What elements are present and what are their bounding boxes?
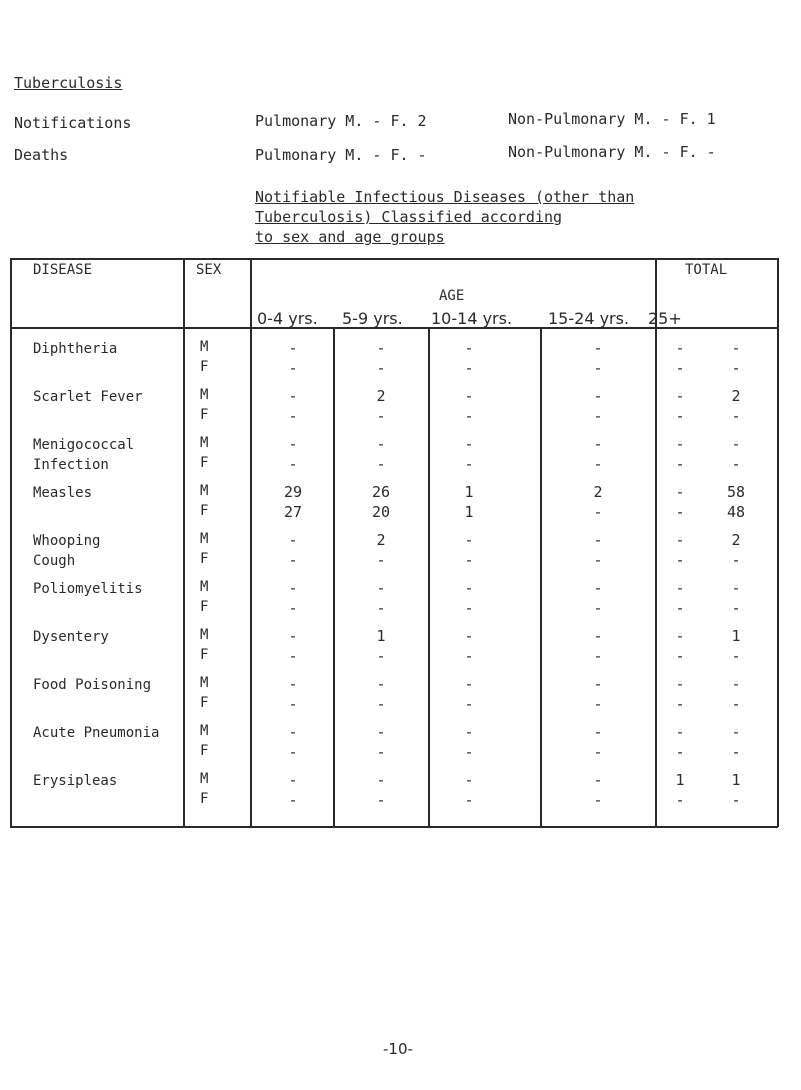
- table-cell: 2: [376, 387, 386, 405]
- sex-label: M: [200, 483, 209, 499]
- table-cell: -: [288, 339, 298, 357]
- table-cell: 20: [371, 503, 391, 521]
- table-cell: -: [464, 551, 474, 569]
- table-cell: -: [376, 791, 386, 809]
- table-left-rule: [10, 258, 12, 827]
- table-cell: -: [675, 627, 685, 645]
- disease-name: Whooping: [33, 533, 101, 549]
- deaths-pulmonary: Pulmonary M. - F. -: [255, 146, 427, 164]
- sex-label: M: [200, 531, 209, 547]
- table-title-line-1: Notifiable Infectious Diseases (other than: [255, 188, 635, 206]
- section-title: Tuberculosis: [14, 74, 123, 92]
- disease-name: Acute Pneumonia: [33, 725, 160, 741]
- sex-label: M: [200, 771, 209, 787]
- sex-label: M: [200, 627, 209, 643]
- sex-label: M: [200, 675, 209, 691]
- header-age-0-4: 0-4 yrs.: [257, 309, 318, 328]
- table-cell: -: [593, 551, 603, 569]
- table-cell: -: [464, 695, 474, 713]
- table-cell: 48: [726, 503, 746, 521]
- table-cell: -: [376, 435, 386, 453]
- table-cell: 26: [371, 483, 391, 501]
- table-cell: -: [593, 599, 603, 617]
- table-cell: -: [288, 359, 298, 377]
- table-cell: -: [464, 339, 474, 357]
- table-cell: -: [675, 599, 685, 617]
- table-cell: 1: [376, 627, 386, 645]
- table-cell: -: [675, 579, 685, 597]
- sex-label: F: [200, 743, 209, 759]
- table-cell: -: [376, 599, 386, 617]
- table-cell: -: [731, 455, 741, 473]
- table-cell: -: [464, 435, 474, 453]
- table-cell: -: [288, 435, 298, 453]
- disease-name: Food Poisoning: [33, 677, 152, 693]
- sex-label: M: [200, 723, 209, 739]
- table-cell: -: [593, 531, 603, 549]
- header-age-25-plus: 25+: [648, 309, 682, 328]
- table-cell: -: [464, 407, 474, 425]
- header-age: AGE: [439, 288, 465, 304]
- sex-label: F: [200, 791, 209, 807]
- table-cell: -: [593, 455, 603, 473]
- table-cell: -: [731, 743, 741, 761]
- header-age-15-24: 15-24 yrs.: [548, 309, 630, 328]
- header-disease: DISEASE: [33, 262, 93, 278]
- header-sex: SEX: [196, 262, 222, 278]
- table-cell: 1: [464, 503, 474, 521]
- table-cell: 2: [731, 531, 741, 549]
- table-cell: 1: [464, 483, 474, 501]
- table-cell: -: [731, 551, 741, 569]
- table-cell: -: [288, 791, 298, 809]
- sex-label: M: [200, 435, 209, 451]
- table-cell: -: [675, 359, 685, 377]
- table-cell: -: [464, 531, 474, 549]
- table-cell: -: [464, 359, 474, 377]
- table-cell: 1: [731, 627, 741, 645]
- table-cell: -: [464, 579, 474, 597]
- table-cell: -: [675, 695, 685, 713]
- disease-name: Infection: [33, 457, 109, 473]
- table-cell: -: [376, 647, 386, 665]
- table-cell: -: [675, 531, 685, 549]
- notifications-pulmonary: Pulmonary M. - F. 2: [255, 112, 427, 130]
- table-cell: -: [675, 483, 685, 501]
- notifications-non-pulmonary: Non-Pulmonary M. - F. 1: [508, 110, 716, 128]
- table-cell: -: [376, 743, 386, 761]
- table-cell: -: [288, 599, 298, 617]
- table-cell: -: [376, 407, 386, 425]
- disease-name: Dysentery: [33, 629, 109, 645]
- table-cell: 2: [376, 531, 386, 549]
- table-cell: -: [731, 791, 741, 809]
- table-col-rule: [183, 258, 185, 827]
- sex-label: M: [200, 339, 209, 355]
- table-cell: -: [675, 435, 685, 453]
- table-cell: -: [675, 387, 685, 405]
- header-total: TOTAL: [685, 262, 728, 278]
- table-cell: -: [675, 455, 685, 473]
- table-cell: -: [675, 743, 685, 761]
- sex-label: F: [200, 503, 209, 519]
- table-cell: -: [675, 407, 685, 425]
- page-number: -10-: [383, 1040, 413, 1058]
- table-cell: -: [593, 791, 603, 809]
- table-cell: -: [288, 675, 298, 693]
- table-cell: -: [731, 723, 741, 741]
- table-cell: -: [731, 435, 741, 453]
- disease-name: Diphtheria: [33, 341, 118, 357]
- table-cell: -: [675, 723, 685, 741]
- table-col-rule: [333, 327, 335, 827]
- table-cell: -: [288, 455, 298, 473]
- table-cell: 2: [593, 483, 603, 501]
- sex-label: F: [200, 599, 209, 615]
- table-cell: -: [288, 743, 298, 761]
- table-cell: -: [675, 647, 685, 665]
- sex-label: F: [200, 647, 209, 663]
- table-cell: -: [288, 771, 298, 789]
- table-cell: -: [464, 675, 474, 693]
- table-cell: -: [593, 579, 603, 597]
- table-cell: -: [464, 647, 474, 665]
- notifications-label: Notifications: [14, 114, 132, 132]
- table-cell: -: [376, 455, 386, 473]
- table-cell: -: [288, 387, 298, 405]
- table-cell: -: [675, 791, 685, 809]
- table-cell: -: [593, 503, 603, 521]
- table-cell: -: [731, 407, 741, 425]
- table-cell: -: [593, 359, 603, 377]
- table-cell: -: [288, 407, 298, 425]
- disease-name: Measles: [33, 485, 93, 501]
- table-cell: -: [376, 723, 386, 741]
- table-cell: 58: [726, 483, 746, 501]
- header-age-5-9: 5-9 yrs.: [342, 309, 403, 328]
- disease-name: Erysipleas: [33, 773, 118, 789]
- table-cell: -: [593, 771, 603, 789]
- disease-name: Menigococcal: [33, 437, 135, 453]
- table-cell: -: [731, 359, 741, 377]
- sex-label: F: [200, 551, 209, 567]
- table-cell: -: [675, 551, 685, 569]
- disease-name: Scarlet Fever: [33, 389, 143, 405]
- table-cell: -: [593, 387, 603, 405]
- table-cell: -: [288, 695, 298, 713]
- table-cell: -: [464, 791, 474, 809]
- table-cell: -: [288, 647, 298, 665]
- table-cell: -: [376, 579, 386, 597]
- table-bottom-rule: [10, 826, 778, 828]
- sex-label: F: [200, 695, 209, 711]
- table-cell: -: [376, 339, 386, 357]
- table-cell: -: [464, 627, 474, 645]
- sex-label: F: [200, 455, 209, 471]
- table-cell: -: [376, 551, 386, 569]
- table-cell: -: [288, 531, 298, 549]
- table-cell: -: [675, 503, 685, 521]
- sex-label: F: [200, 359, 209, 375]
- table-cell: -: [464, 599, 474, 617]
- table-cell: -: [593, 647, 603, 665]
- table-col-rule: [540, 327, 542, 827]
- table-col-rule: [428, 327, 430, 827]
- table-cell: -: [288, 627, 298, 645]
- table-cell: -: [593, 407, 603, 425]
- table-cell: -: [288, 723, 298, 741]
- table-cell: -: [464, 455, 474, 473]
- table-cell: -: [675, 675, 685, 693]
- table-cell: -: [593, 435, 603, 453]
- header-age-10-14: 10-14 yrs.: [431, 309, 513, 328]
- table-cell: -: [731, 339, 741, 357]
- table-cell: -: [464, 743, 474, 761]
- table-cell: -: [376, 695, 386, 713]
- table-cell: -: [731, 599, 741, 617]
- table-cell: -: [288, 551, 298, 569]
- table-cell: -: [593, 723, 603, 741]
- table-cell: 27: [283, 503, 303, 521]
- sex-label: M: [200, 579, 209, 595]
- table-cell: 1: [731, 771, 741, 789]
- table-cell: -: [675, 339, 685, 357]
- table-cell: 1: [675, 771, 685, 789]
- table-cell: -: [288, 579, 298, 597]
- sex-label: F: [200, 407, 209, 423]
- table-cell: -: [464, 387, 474, 405]
- deaths-non-pulmonary: Non-Pulmonary M. - F. -: [508, 143, 716, 161]
- table-right-rule: [777, 258, 779, 827]
- sex-label: M: [200, 387, 209, 403]
- table-top-rule: [10, 258, 778, 260]
- table-cell: -: [376, 675, 386, 693]
- table-cell: -: [593, 339, 603, 357]
- deaths-label: Deaths: [14, 146, 69, 164]
- table-cell: -: [731, 579, 741, 597]
- table-cell: 29: [283, 483, 303, 501]
- table-cell: -: [593, 743, 603, 761]
- table-col-rule: [250, 258, 252, 827]
- table-cell: -: [376, 771, 386, 789]
- table-cell: 2: [731, 387, 741, 405]
- disease-name: Poliomyelitis: [33, 581, 143, 597]
- table-cell: -: [593, 695, 603, 713]
- table-cell: -: [593, 675, 603, 693]
- table-cell: -: [731, 675, 741, 693]
- table-title-line-3: to sex and age groups: [255, 228, 445, 246]
- table-cell: -: [464, 771, 474, 789]
- table-cell: -: [464, 723, 474, 741]
- disease-name: Cough: [33, 553, 76, 569]
- table-cell: -: [731, 695, 741, 713]
- table-cell: -: [376, 359, 386, 377]
- table-cell: -: [731, 647, 741, 665]
- table-cell: -: [593, 627, 603, 645]
- table-title-line-2: Tuberculosis) Classified according: [255, 208, 563, 226]
